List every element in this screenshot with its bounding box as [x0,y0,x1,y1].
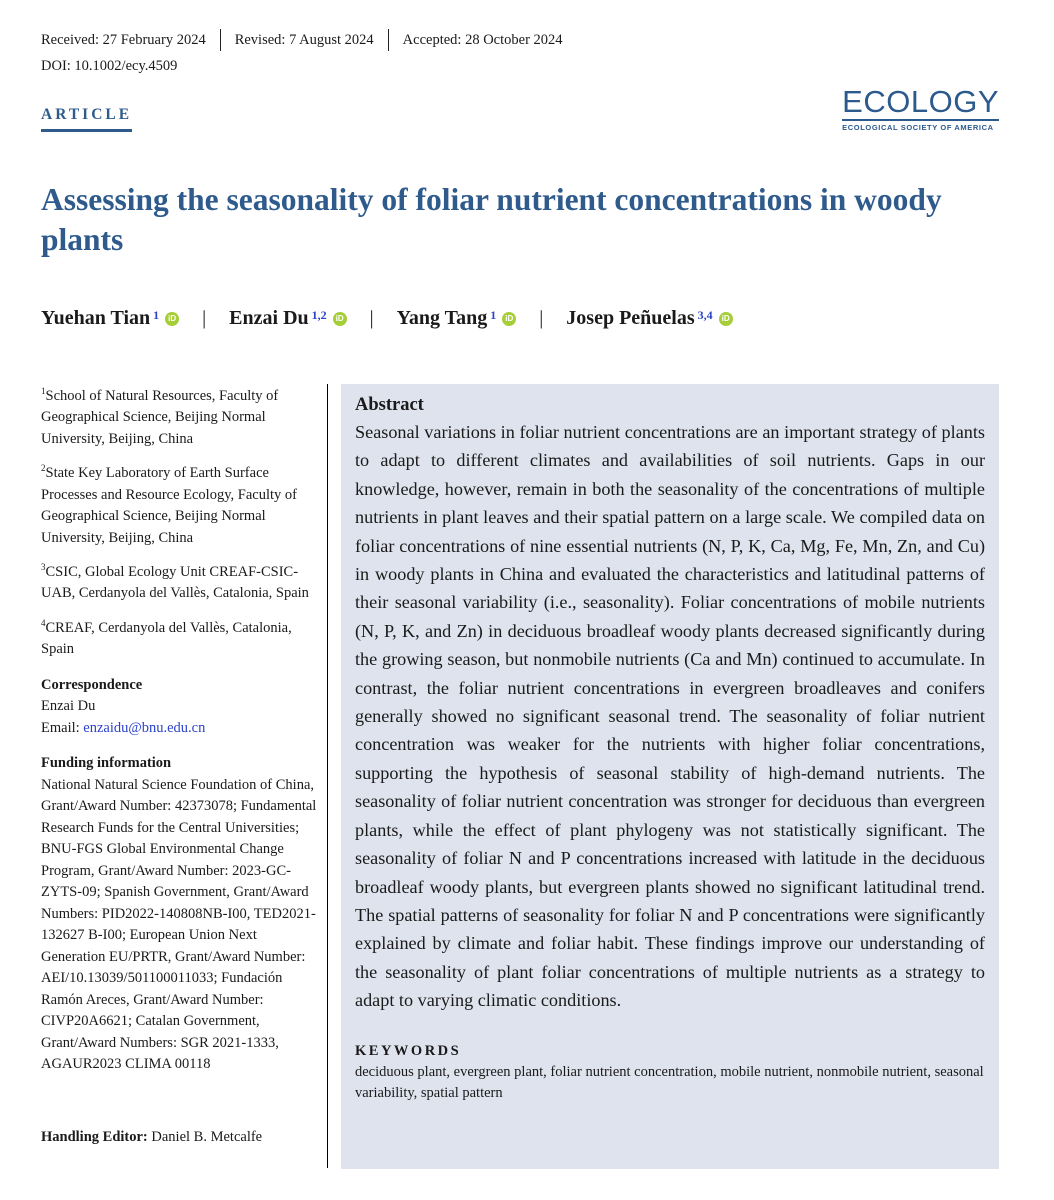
doi: DOI: 10.1002/ecy.4509 [41,58,178,74]
author-affiliation-ref[interactable]: 1 [153,308,160,322]
author [566,307,732,330]
article-type-underline [41,129,132,132]
affiliation-number: 1 [41,386,46,396]
abstract-text: Seasonal variations in foliar nutrient concentrations are an important strategy of plants to adapt to different climates and availabilities of soil nutrients. Gaps in our knowledge, however, remain in both the seasonality of the concentrations of multiple nutrients in plant leaves and their spatial pattern on a large scale. We compiled data on foliar concentrations of nine essential nutrients (N, P, K, Ca, Mg, Fe, Mn, Zn, and Cu) in woody plants in China and evaluated the characteristics and latitudinal patterns of their seasonal variability (i.e., seasonality). Foliar concentrations of mobile nutrients (N, P, K, and Zn) in deciduous broadleaf woody plants decreased significantly during the growing season, but nonmobile nutrients (Ca and Mn) continued to accumulate. In contrast, the foliar nutrient concentrations in evergreen broadleaves and conifers generally showed no significant seasonal trend. The seasonality of foliar nutrient concentration was weaker for the nutrients with higher foliar concentrations, supporting the hypothesis of seasonal stability of high-demand nutrients. The seasonality of foliar nutrient concentration was stronger for deciduous than evergreen plants, while the effect of plant phylogeny was not statistically significant. The seasonality of foliar N and P concentrations increased with latitude in the deciduous broadleaf woody plants, but evergreen plants showed no significant latitudinal trend. The spatial patterns of seasonality for foliar N and P concentrations were significantly explained by climate and foliar habit. These findings improve our understanding of the seasonality of plant foliar concentrations of multiple nutrients as a strategy to adapt to varying climatic conditions. [355,422,985,1011]
author-separator: | [369,307,374,329]
affiliation-text: School of Natural Resources, Faculty of Geographical Science, Beijing Normal University, Beijing, China [41,387,279,447]
funding-text: National Natural Science Foundation of China, Grant/Award Number: 42373078; Fundamental Research Funds for the Central Universities; BNU-FGS Global Environmental Change Program, Grant/Award Number: 2023-GC-ZYTS-09; Spanish Government, Grant/Award Numbers: PID2022-140808NB-I00, TED2021-132627 B-I00; European Union Next Generation EU/PRTR, Grant/Award Number: AEI/10.13039/501100011033; Fundación Ramón Areces, Grant/Award Number: CIVP20A6621; Catalan Government, Grant/Award Numbers: SGR 2021-1333, AGAUR2023 CLIMA 00118 [41,776,317,1073]
journal-name: ECOLOGY [842,84,999,119]
affiliation [41,613,319,661]
email-label: Email: [41,719,84,736]
orcid-icon[interactable]: iD [502,312,516,326]
affiliation [41,458,319,549]
received-date: Received: 27 February 2024 [41,31,206,48]
affiliation-text: CREAF, Cerdanyola del Vallès, Catalonia, Spain [41,619,292,658]
keywords-heading: KEYWORDS [355,1042,462,1059]
author-name[interactable]: Josep Peñuelas [566,307,695,329]
email-link[interactable]: enzaidu@bnu.edu.cn [83,719,206,736]
funding-heading: Funding information [41,755,172,772]
author [229,307,346,330]
keywords-text: deciduous plant, evergreen plant, foliar nutrient concentration, mobile nutrient, nonmobile nutrient, seasonal variability, spatial pattern [355,1063,984,1101]
affiliation-text: CSIC, Global Ecology Unit CREAF-CSIC-UAB, Cerdanyola del Vallès, Catalonia, Spain [41,563,309,602]
logo-rule [842,119,999,121]
accepted-date: Accepted: 28 October 2024 [402,31,563,48]
article-title: Assessing the seasonality of foliar nutrient concentrations in woody plants [41,182,942,257]
sidebar-metadata [41,381,319,1090]
publication-dates [41,29,563,51]
revised-date: Revised: 7 August 2024 [234,31,374,48]
abstract-heading: Abstract [355,395,424,415]
author-affiliation-ref[interactable]: 1 [490,308,497,322]
article-type-text: ARTICLE [41,106,133,123]
correspondence-name: Enzai Du [41,698,96,715]
journal-logo [842,86,999,132]
author-separator: | [202,307,207,329]
date-separator [220,29,221,51]
author [41,307,179,330]
author-affiliation-ref[interactable]: 1,2 [311,308,327,322]
orcid-icon[interactable]: iD [719,312,733,326]
author-list [41,307,733,330]
column-divider [327,384,328,1168]
abstract-box [341,384,999,1169]
handling-editor-name: Daniel B. Metcalfe [147,1129,263,1145]
correspondence-heading: Correspondence [41,676,143,693]
journal-society: ECOLOGICAL SOCIETY OF AMERICA [842,123,994,132]
article-type-label [41,106,132,124]
affiliation-text: State Key Laboratory of Earth Surface Processes and Resource Ecology, Faculty of Geographical Science, Beijing Normal University, Beijing, China [41,465,297,546]
date-separator [388,29,389,51]
affiliation [41,381,319,450]
handling-editor-label: Handling Editor: [41,1129,148,1145]
funding-information [41,753,319,1076]
affiliation-number: 4 [41,617,46,628]
author-affiliation-ref[interactable]: 3,4 [697,308,713,322]
affiliations [41,381,319,661]
affiliation-number: 3 [41,562,46,573]
author-name[interactable]: Yuehan Tian [41,307,151,329]
author-name[interactable]: Yang Tang [396,307,488,329]
affiliation [41,557,319,605]
correspondence [41,675,319,740]
handling-editor [41,1129,262,1146]
author-name[interactable]: Enzai Du [229,307,309,329]
orcid-icon[interactable]: iD [333,312,347,326]
affiliation-number: 2 [41,463,46,474]
correspondence-email [41,718,319,740]
author [397,307,517,330]
author-separator: | [539,307,544,329]
orcid-icon[interactable]: iD [165,312,179,326]
